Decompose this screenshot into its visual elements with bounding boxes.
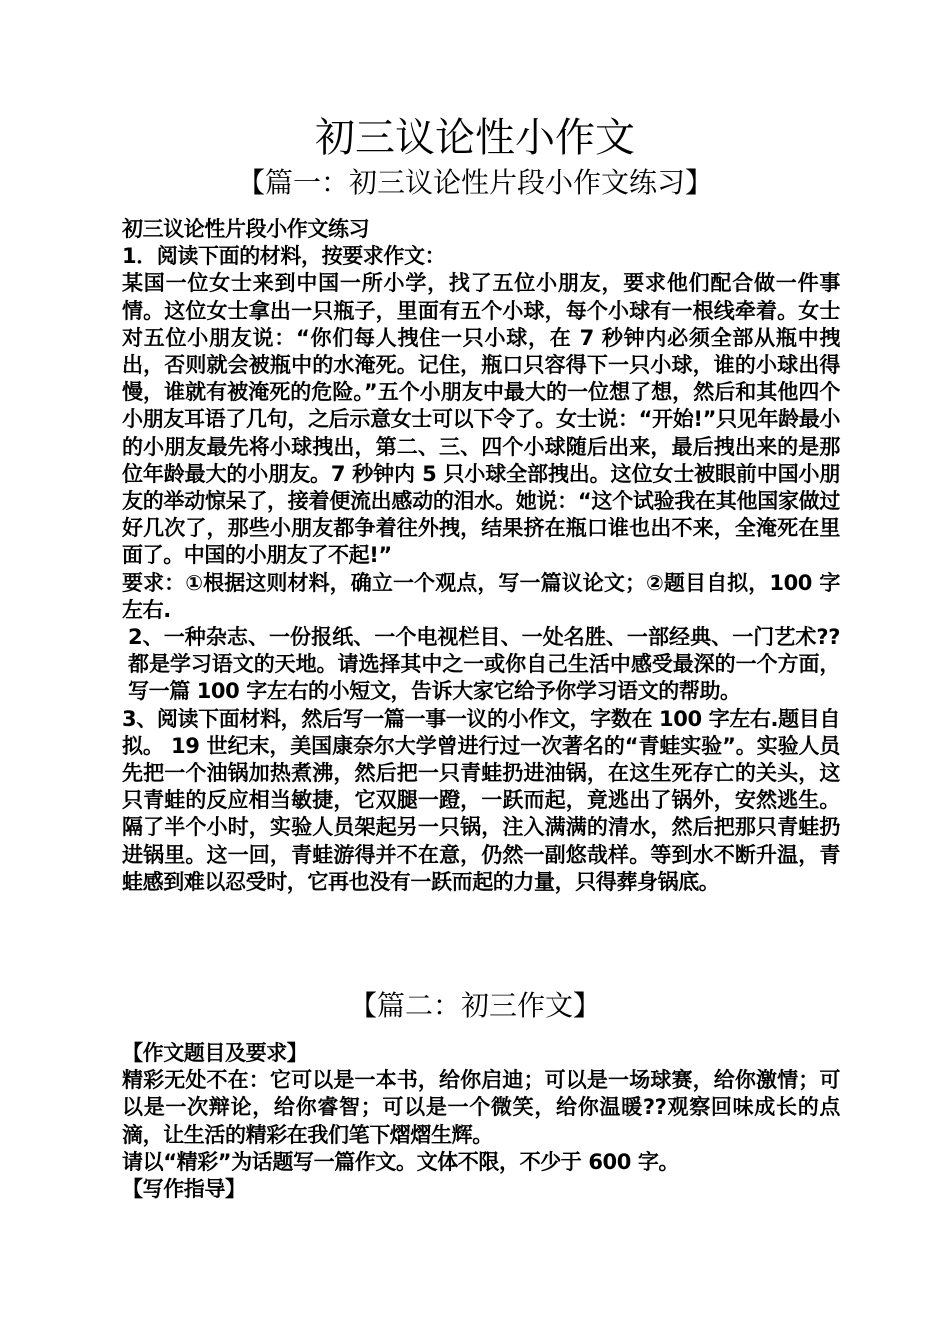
section1-heading: 【篇一：初三议论性片段小作文练习】: [236, 166, 713, 199]
question2-text: 2、一种杂志、一份报纸、一个电视栏目、一处名胜、一部经典、一门艺术??都是学习语文的天地。请选择其中之一或你自己生活中感受最深的一个方面，写一篇 100 字左右的小短文，告诉大家它给予你学习语文的帮助。: [128, 625, 840, 704]
section1-body: [116, 216, 840, 896]
section2-body: [116, 1040, 840, 1203]
question1-prompt: 1．阅读下面的材料，按要求作文：: [122, 244, 446, 269]
document-title: 初三议论性小作文: [315, 115, 635, 161]
section1-subtitle: 初三议论性片段小作文练习: [122, 217, 370, 241]
topic-label: 【作文题目及要求】: [122, 1041, 308, 1065]
topic-text: 精彩无处不在：它可以是一本书，给你启迪；可以是一场球赛，给你激情；可以是一次辩论，给你睿智；可以是一个微笑，给你温暖??观察回味成长的点滴，让生活的精彩在我们笔下熠熠生辉。: [122, 1068, 840, 1147]
question1-requirement: 要求：①根据这则材料，确立一个观点，写一篇议论文；②题目自拟，100 字左右.: [122, 570, 840, 622]
writing-guide-label: 【写作指导】: [122, 1177, 246, 1202]
question1-material: 某国一位女士来到中国一所小学，找了五位小朋友，要求他们配合做一件事情。这位女士拿出一只瓶子，里面有五个小球，每个小球有一根线牵着。女士对五位小朋友说：“你们每人拽住一只小球，在 7 秒钟内必须全部从瓶中拽出，否则就会被瓶中的水淹死。记住，瓶口只容得下一只小球，谁的小球出得慢，谁就有被淹死的危险。”五个小朋友中最大的一位想了想，然后和其他四个小朋友耳语了几句，之后示意女士可以下令了。女士说：“开始!”只见年龄最小的小朋友最先将小球拽出，第二、三、四个小球随后出来，最后拽出来的是那位年龄最大的小朋友。7 秒钟内 5 只小球全部拽出。这位女士被眼前中国小朋友的举动惊呆了，接着便流出感动的泪水。她说：“这个试验我在其他国家做过好几次了，那些小朋友都争着往外拽，结果挤在瓶口谁也出不来，全淹死在里面了。中国的小朋友了不起!”: [122, 271, 840, 568]
section2-heading: 【篇二：初三作文】: [348, 989, 601, 1022]
question3-text: 3、阅读下面材料，然后写一篇一事一议的小作文，字数在 100 字左右.题目自拟。 19 世纪末，美国康奈尔大学曾进行过一次著名的“青蛙实验”。实验人员先把一个油锅加热煮沸，然后把一只青蛙扔进油锅，在这生死存亡的关头，这只青蛙的反应相当敏捷，它双腿一蹬，一跃而起，竟逃出了锅外，安然逃生。 隔了半个小时，实验人员架起另一只锅，注入满满的清水，然后把那只青蛙扔进锅里。这一回，青蛙游得并不在意，仍然一副悠哉样。等到水不断升温，青蛙感到难以忍受时，它再也没有一跃而起的力量，只得葬身锅底。: [122, 706, 840, 894]
topic-request: 请以“精彩”为话题写一篇作文。文体不限，不少于 600 字。: [122, 1149, 680, 1174]
